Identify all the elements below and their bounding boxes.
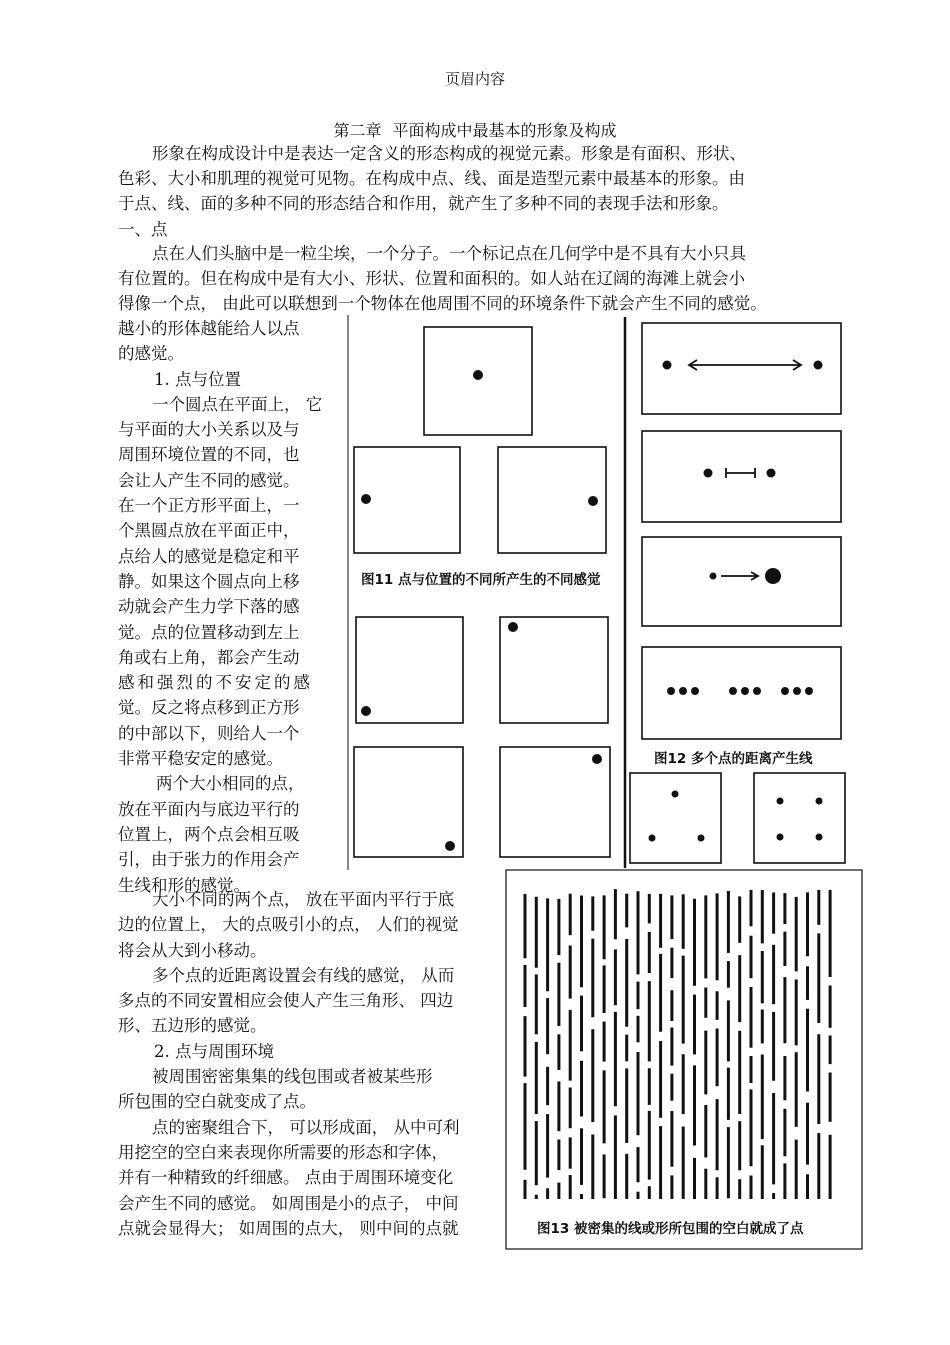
dot bbox=[698, 835, 705, 842]
dot bbox=[473, 370, 483, 380]
figure-13 bbox=[505, 869, 865, 1252]
dot bbox=[777, 834, 784, 841]
dot bbox=[793, 687, 801, 695]
fig12-box-triangle bbox=[630, 773, 721, 863]
text-line: 动就会产生力学下落的感 bbox=[118, 597, 300, 617]
dot bbox=[592, 754, 602, 764]
fig11-square-center bbox=[424, 327, 532, 435]
fig11-caption: 图11 点与位置的不同所产生的不同感觉 bbox=[361, 572, 601, 588]
dot bbox=[765, 568, 781, 584]
text-line: 周围环境位置的不同，也 bbox=[118, 445, 300, 465]
text-line: 生线和形的感觉。 bbox=[118, 875, 250, 895]
dot bbox=[361, 706, 371, 716]
intro-line-3: 于点、线、面的多种不同的形态结合和作用，就产生了多种不同的表现手法和形象。 bbox=[118, 194, 729, 213]
dot bbox=[588, 496, 598, 506]
fig11-square-upper-right bbox=[500, 747, 610, 857]
dot bbox=[667, 687, 675, 695]
left-column bbox=[118, 316, 343, 898]
text-line: 用挖空的空白来表现你所需要的形态和字体， bbox=[118, 1142, 448, 1162]
dot bbox=[445, 841, 455, 851]
dot bbox=[691, 687, 699, 695]
text-line: 个黑圆点放在平面正中， bbox=[118, 521, 300, 541]
page-header: 页眉内容 bbox=[444, 70, 505, 88]
text-line: 点就会显得大； 如周围的点大， 则中间的点就 bbox=[118, 1218, 459, 1238]
fig12-box-square bbox=[754, 773, 845, 863]
text-line: 引，由于张力的作用会产 bbox=[118, 850, 300, 870]
fig12-box-near bbox=[642, 431, 841, 522]
dot bbox=[672, 791, 679, 798]
text-line: 会产生不同的感觉。 如周围是小的点子， 中间 bbox=[118, 1193, 459, 1213]
lower-column bbox=[118, 887, 498, 1241]
fig13-caption: 图13 被密集的线或形所包围的空白就成了点 bbox=[537, 1221, 804, 1237]
fig11-square-upper-left bbox=[500, 617, 608, 723]
text-line: 点的密聚组合下， 可以形成面， 从中可利 bbox=[152, 1117, 460, 1137]
fig12-caption: 图12 多个点的距离产生线 bbox=[654, 751, 813, 767]
text-line: 所包围的空白就变成了点。 bbox=[118, 1092, 316, 1112]
point-para-line-1: 点在人们头脑中是一粒尘埃，一个分子。一个标记点在几何学中是不具有大小只具 bbox=[152, 244, 746, 263]
text-line: 点给人的感觉是稳定和平 bbox=[118, 546, 300, 566]
intro-line-1: 形象在构成设计中是表达一定含义的形态构成的视觉元素。形象是有面积、形状、 bbox=[152, 144, 746, 163]
fig11-square-bottom bbox=[354, 747, 463, 857]
text-line: 的感觉。 bbox=[118, 344, 184, 364]
text-line: 两个大小相同的点， bbox=[156, 774, 305, 794]
text-line: 大小不同的两个点， 放在平面内平行于底 bbox=[152, 890, 455, 909]
fig12-box-far bbox=[642, 323, 841, 414]
chapter-title: 第二章 平面构成中最基本的形象及构成 bbox=[333, 121, 617, 140]
text-line: 位置上，两个点会相互吸 bbox=[118, 824, 300, 844]
dot bbox=[777, 798, 784, 805]
text-line: 并有一种精致的纤细感。 点由于周围环境变化 bbox=[118, 1168, 454, 1188]
intro-line-2: 色彩、大小和肌理的视觉可见物。在构成中点、线、面是造型元素中最基本的形象。由 bbox=[118, 169, 745, 188]
text-line: 觉。点的位置移动到左上 bbox=[118, 622, 300, 642]
text-line: 在一个正方形平面上，一 bbox=[118, 496, 300, 516]
fig12-box-unequal bbox=[642, 537, 841, 626]
dot bbox=[781, 687, 789, 695]
text-line: 静。如果这个圆点向上移 bbox=[118, 571, 300, 591]
dot bbox=[704, 469, 713, 478]
text-line: 的中部以下，则给人一个 bbox=[118, 723, 300, 743]
dot bbox=[753, 687, 761, 695]
point-para-line-2: 有位置的。但在构成中是有大小、形状、位置和面积的。如人站在辽阔的海滩上就会小 bbox=[118, 269, 745, 288]
text-line: 多点的不同安置相应会使人产生三角形、 四边 bbox=[118, 991, 454, 1011]
dot bbox=[649, 835, 656, 842]
text-line: 将会从大到小移动。 bbox=[118, 940, 267, 960]
section-heading-point: 一、点 bbox=[118, 220, 168, 239]
dot bbox=[767, 469, 776, 478]
dot bbox=[361, 494, 371, 504]
text-line: 越小的形体越能给人以点 bbox=[118, 319, 300, 338]
dot bbox=[805, 687, 813, 695]
text-line: 一个圆点在平面上， 它 bbox=[152, 394, 323, 414]
text-line: 非常平稳安定的感觉。 bbox=[118, 749, 283, 769]
text-line: 会让人产生不同的感觉。 bbox=[118, 470, 300, 490]
text-line: 感和强烈的不安定的感 bbox=[118, 673, 313, 693]
text-line: 觉。反之将点移到正方形 bbox=[118, 698, 300, 718]
text-line: 被周围密密集集的线包围或者被某些形 bbox=[152, 1067, 433, 1087]
dot bbox=[816, 834, 823, 841]
fig13-dense-lines bbox=[525, 889, 830, 1199]
text-line: 形、五边形的感觉。 bbox=[118, 1016, 267, 1036]
subheading-point-environment: 2. 点与周围环境 bbox=[154, 1041, 274, 1061]
text-line: 与平面的大小关系以及与 bbox=[118, 420, 300, 440]
text-line: 角或右上角，都会产生动 bbox=[118, 647, 300, 667]
dot bbox=[741, 687, 749, 695]
dot bbox=[679, 687, 687, 695]
point-para-line-3: 得像一个点， 由此可以联想到一个物体在他周围不同的环境条件下就会产生不同的感觉。 bbox=[118, 294, 767, 313]
text-line: 放在平面内与底边平行的 bbox=[118, 799, 300, 819]
text-line: 多个点的近距离设置会有线的感觉， 从而 bbox=[152, 965, 455, 985]
fig11-square-lower-left bbox=[356, 617, 463, 723]
dot bbox=[729, 687, 737, 695]
dot bbox=[816, 798, 823, 805]
dot bbox=[663, 361, 672, 370]
dot bbox=[710, 573, 717, 580]
dot bbox=[814, 361, 823, 370]
subheading-point-position: 1. 点与位置 bbox=[154, 369, 241, 389]
text-line: 边的位置上， 大的点吸引小的点， 人们的视觉 bbox=[118, 915, 459, 935]
dot bbox=[508, 622, 518, 632]
figure-11-12 bbox=[345, 315, 850, 870]
